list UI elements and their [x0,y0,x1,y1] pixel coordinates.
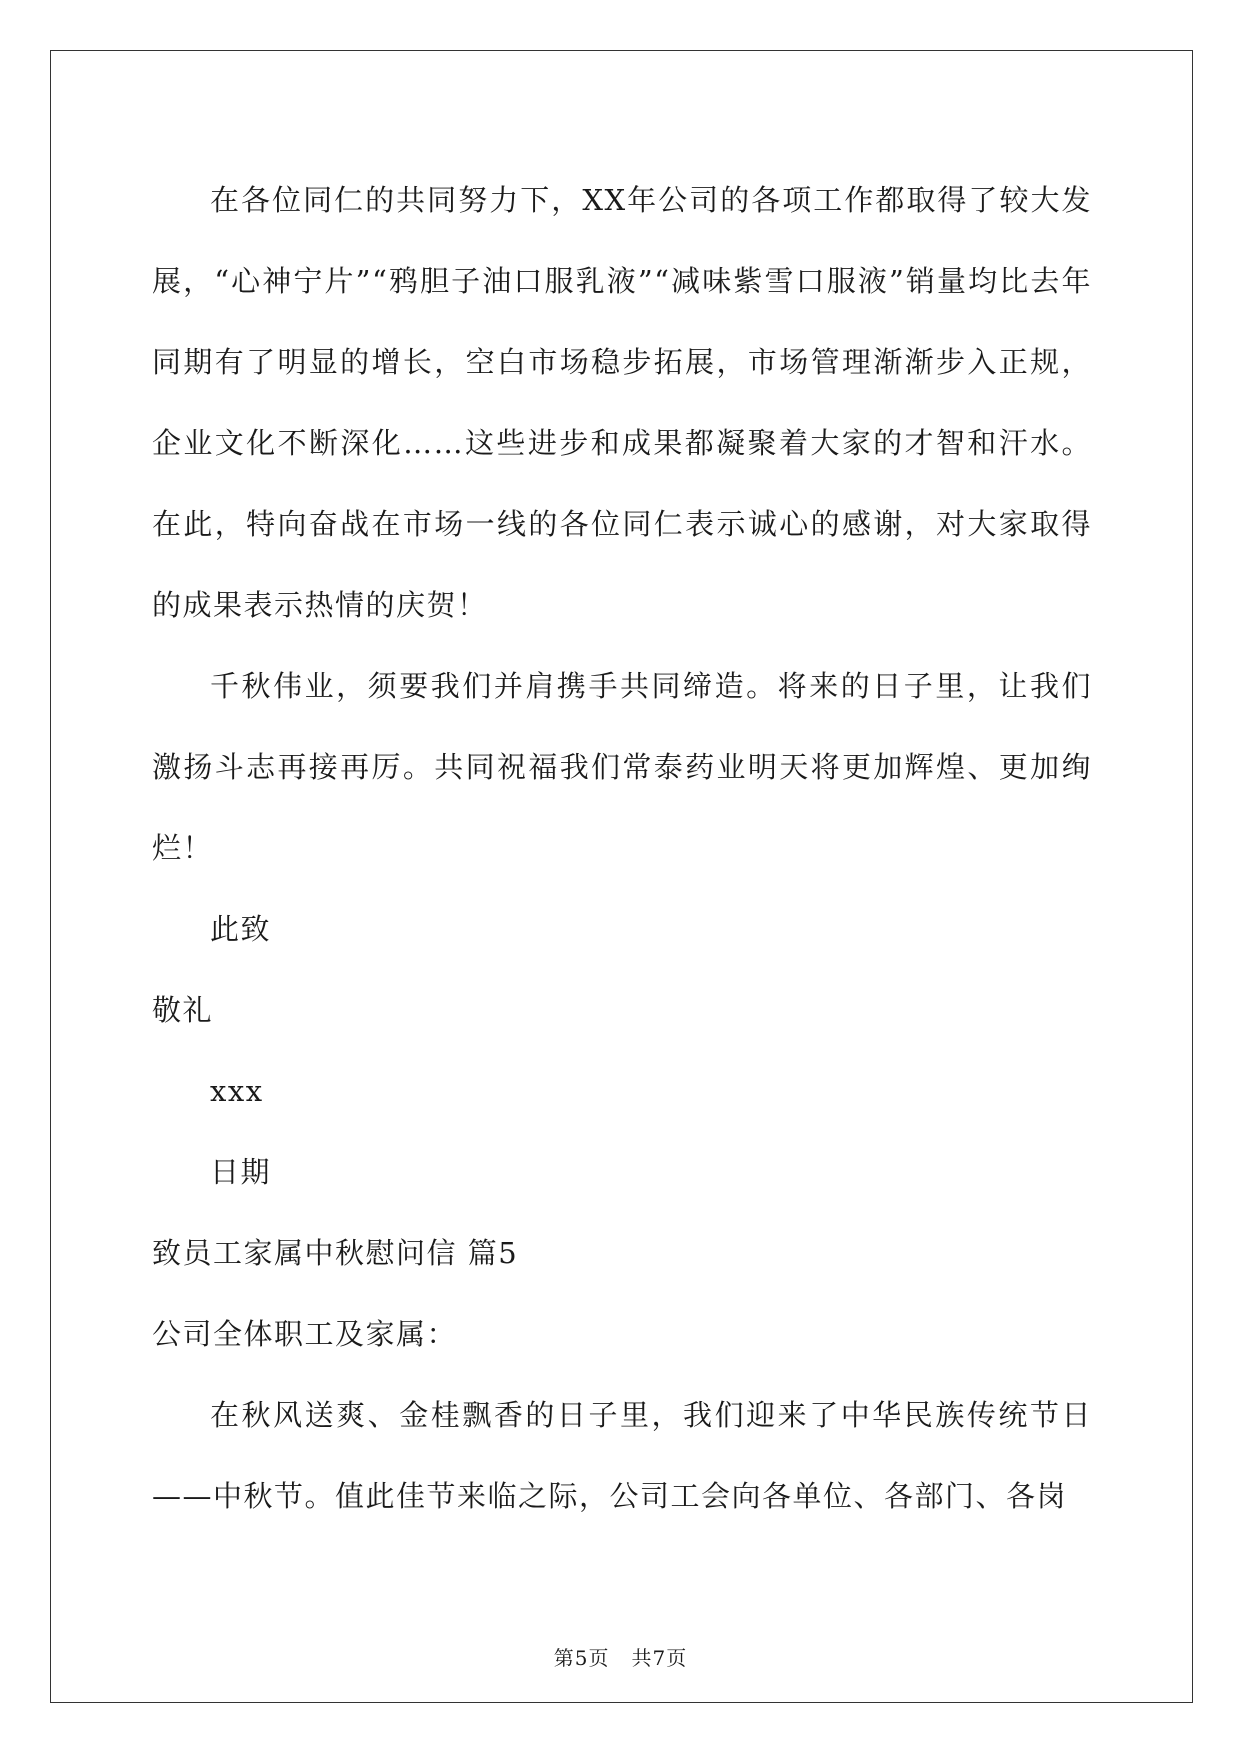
page-total: 共7页 [631,1646,688,1670]
section-heading: 致员工家属中秋慰问信 篇5 [152,1236,519,1270]
signature: xxx [210,1074,264,1108]
paragraph-future: 千秋伟业，须要我们并肩携手共同缔造。将来的日子里，让我们激扬斗志再接再厉。共同祝福我们常泰药业明天将更加辉煌、更加绚烂！ [152,669,1092,865]
date-label: 日期 [210,1155,272,1189]
paragraph-mid-autumn: 在秋风送爽、金桂飘香的日子里，我们迎来了中华民族传统节日——中秋节。值此佳节来临之际，公司工会向各单位、各部门、各岗 [152,1398,1092,1513]
document-body [152,160,1092,1537]
closing-respect: 敬礼 [152,993,214,1027]
page-number: 第5页 [553,1646,610,1670]
paragraph-achievements: 在各位同仁的共同努力下，XX年公司的各项工作都取得了较大发展，“心神宁片”“鸦胆子油口服乳液”“减味紫雪口服液”销量均比去年同期有了明显的增长，空白市场稳步拓展，市场管理渐渐步入正规，企业文化不断深化……这些进步和成果都凝聚着大家的才智和汗水。在此，特向奋战在市场一线的各位同仁表示诚心的感谢，对大家取得的成果表示热情的庆贺！ [152,183,1092,622]
closing-salute: 此致 [210,912,272,946]
salutation: 公司全体职工及家属： [152,1317,458,1351]
page-footer [0,1642,1241,1671]
